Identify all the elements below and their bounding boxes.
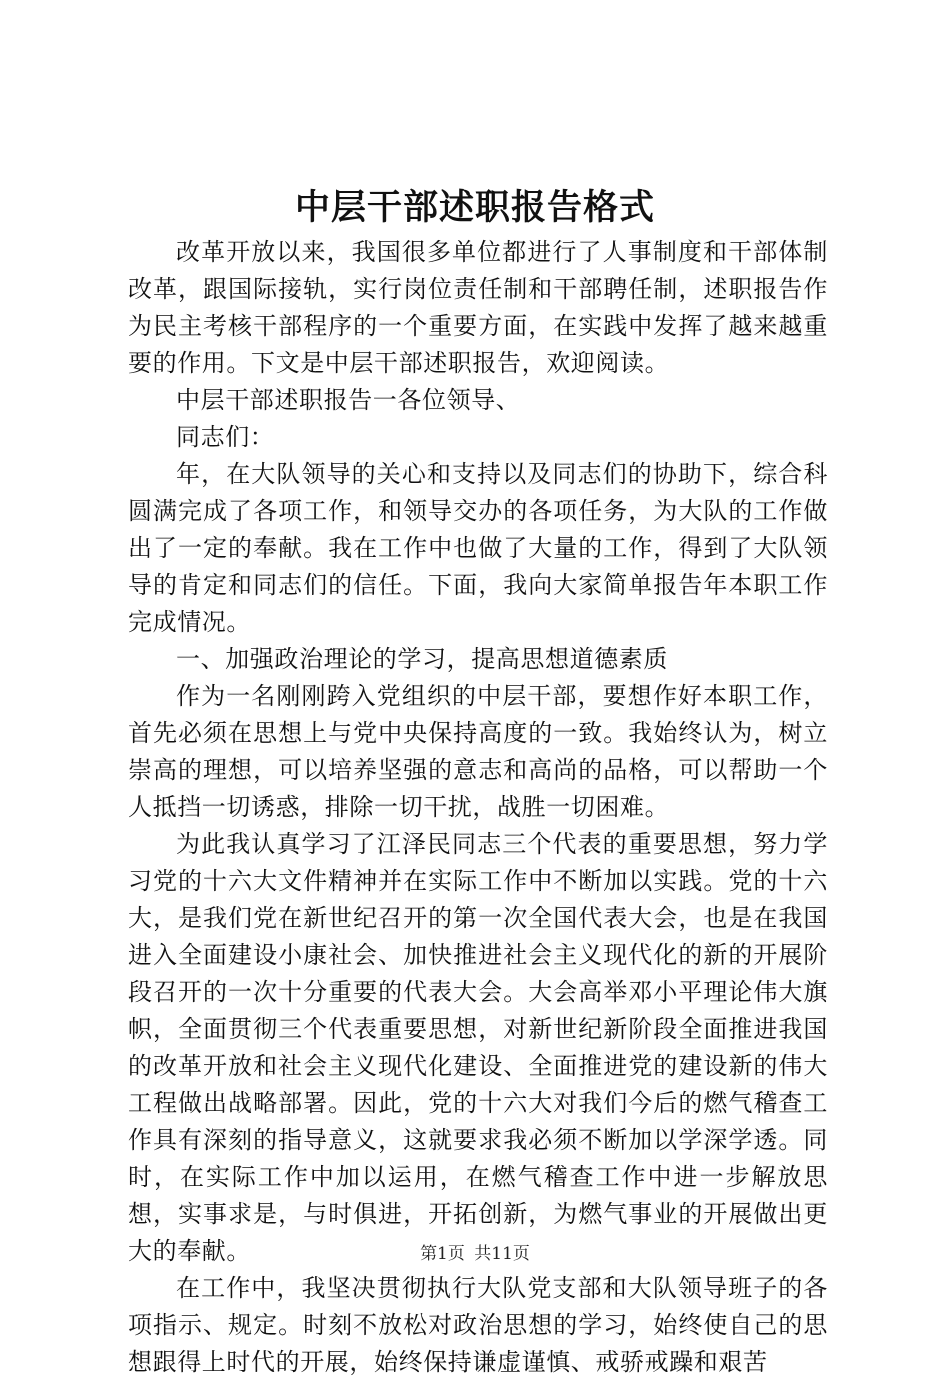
- page-title: 中层干部述职报告格式: [294, 187, 655, 228]
- page-footer: [0, 1242, 950, 1266]
- page-number: 第1页: [420, 1244, 465, 1264]
- paragraph-salutation: 中层干部述职报告一各位领导、: [176, 386, 521, 414]
- paragraph-body: 作为一名刚刚跨入党组织的中层干部，要想作好本职工作，首先必须在思想上与党中央保持高度的一致。我始终认为，树立崇高的理想，可以培养坚强的意志和高尚的品格，可以帮助一个人抵挡一切诱惑，排除一切干扰，战胜一切困难。: [128, 682, 828, 821]
- paragraph-greeting: 同志们：: [176, 423, 275, 451]
- paragraph-summary: 年，在大队领导的关心和支持以及同志们的协助下，综合科圆满完成了各项工作，和领导交办的各项任务，为大队的工作做出了一定的奉献。我在工作中也做了大量的工作，得到了大队领导的肯定和同志们的信任。下面，我向大家简单报告年本职工作完成情况。: [128, 460, 828, 636]
- paragraph-body: 为此我认真学习了江泽民同志三个代表的重要思想，努力学习党的十六大文件精神并在实际工作中不断加以实践。党的十六大，是我们党在新世纪召开的第一次全国代表大会，也是在我国进入全面建设小康社会、加快推进社会主义现代化的新的开展阶段召开的一次十分重要的代表大会。大会高举邓小平理论伟大旗帜，全面贯彻三个代表重要思想，对新世纪新阶段全面推进我国的改革开放和社会主义现代化建设、全面推进党的建设新的伟大工程做出战略部署。因此，党的十六大对我们今后的燃气稽查工作具有深刻的指导意义，这就要求我必须不断加以学深学透。同时，在实际工作中加以运用，在燃气稽查工作中进一步解放思想，实事求是，与时俱进，开拓创新，为燃气事业的开展做出更大的奉献。: [128, 830, 828, 1265]
- page-total: 共11页: [474, 1244, 530, 1264]
- paragraph-intro: 改革开放以来，我国很多单位都进行了人事制度和干部体制改革，跟国际接轨，实行岗位责任制和干部聘任制，述职报告作为民主考核干部程序的一个重要方面，在实践中发挥了越来越重要的作用。下文是中层干部述职报告，欢迎阅读。: [128, 238, 828, 377]
- document-body: [128, 234, 828, 1381]
- section-heading: 一、加强政治理论的学习，提高思想道德素质: [176, 645, 668, 673]
- paragraph-body: 在工作中，我坚决贯彻执行大队党支部和大队领导班子的各项指示、规定。时刻不放松对政治思想的学习，始终使自己的思想跟得上时代的开展，始终保持谦虚谨慎、戒骄戒躁和艰苦: [128, 1274, 828, 1376]
